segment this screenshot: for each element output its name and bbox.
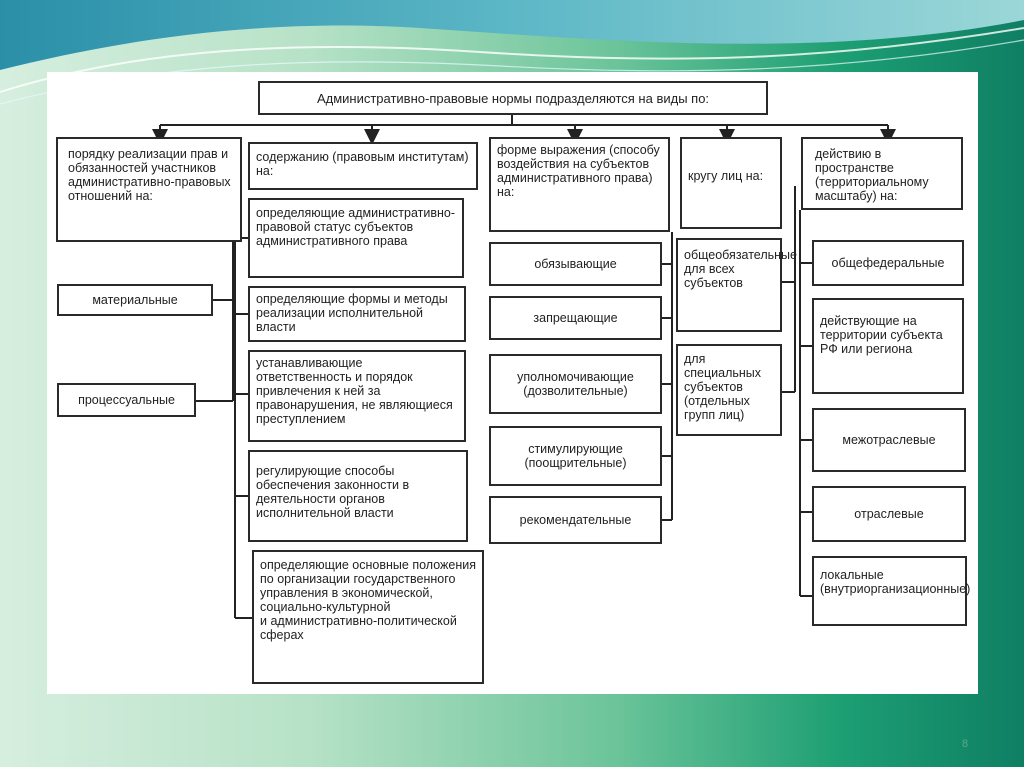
- diagram-title: Административно-правовые нормы подразделяются на виды по:: [258, 81, 768, 115]
- header-space: действию в пространстве (территориальному масштабу) на:: [801, 137, 963, 210]
- item-procedural: процессуальные: [57, 383, 196, 417]
- item-material: материальные: [57, 284, 213, 316]
- item-obligating: обязывающие: [489, 242, 662, 286]
- item-content-responsibility: устанавливающие ответственность и порядок привлечения к ней за правонарушения, не являющиеся преступлением: [248, 350, 466, 442]
- item-content-organization: определяющие основные положения по организации государственного управления в экономической, социально-культурной и административно-политической сферах: [252, 550, 484, 684]
- item-content-status: определяющие административно-правовой статус субъектов административного права: [248, 198, 464, 278]
- item-stimulating: стимулирующие (поощрительные): [489, 426, 662, 486]
- header-persons: кругу лиц на:: [680, 137, 782, 229]
- item-sectoral: отраслевые: [812, 486, 966, 542]
- item-regional: действующие на территории субъекта РФ или региона: [812, 298, 964, 394]
- item-intersectoral: межотраслевые: [812, 408, 966, 472]
- header-content: содержанию (правовым институтам) на:: [248, 142, 478, 190]
- item-universal: общеобязательные для всех субъектов: [676, 238, 782, 332]
- item-special: для специальных субъектов (отдельных групп лиц): [676, 344, 782, 436]
- item-content-legality: регулирующие способы обеспечения законности в деятельности органов исполнительной власти: [248, 450, 468, 542]
- item-empowering: уполномочивающие (дозволительные): [489, 354, 662, 414]
- header-implementation: порядку реализации прав и обязанностей участников административно-правовых отношений на:: [56, 137, 242, 242]
- item-prohibiting: запрещающие: [489, 296, 662, 340]
- item-recommending: рекомендательные: [489, 496, 662, 544]
- item-local: локальные (внутриорганизационные): [812, 556, 967, 626]
- item-federal: общефедеральные: [812, 240, 964, 286]
- item-content-forms: определяющие формы и методы реализации исполнительной власти: [248, 286, 466, 342]
- header-form: форме выражения (способу воздействия на субъектов административного права) на:: [489, 137, 670, 232]
- page-number: 8: [962, 738, 969, 750]
